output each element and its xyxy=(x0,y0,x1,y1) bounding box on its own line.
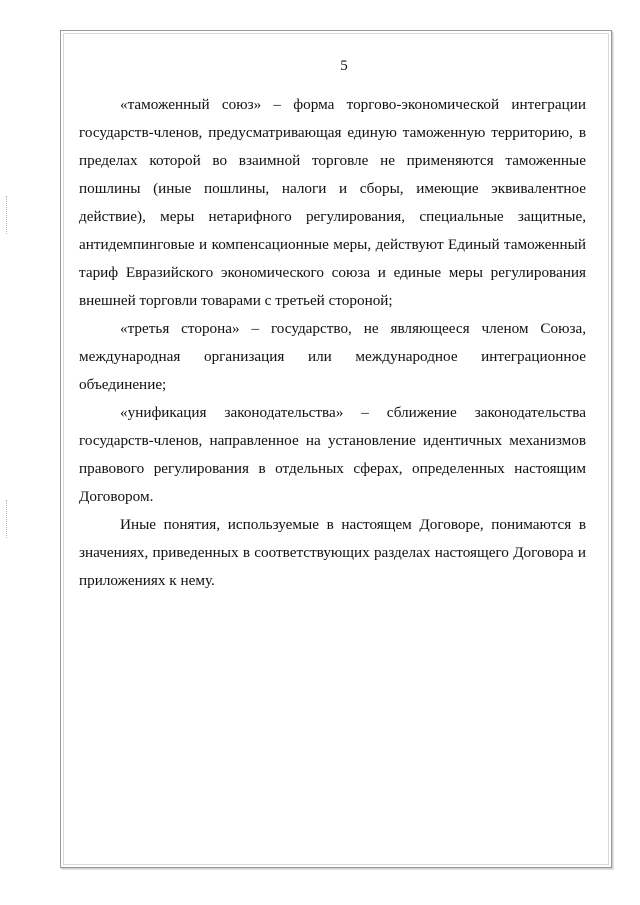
page-number: 5 xyxy=(340,58,348,74)
paragraph-other-terms: Иные понятия, используемые в настоящем Договоре, понимаются в значениях, приведенных в соответствующих разделах настоящего Договора и приложениях к нему. xyxy=(79,516,586,589)
scan-margin-mark xyxy=(6,196,9,234)
paragraph-third-party: «третья сторона» – государство, не являющееся членом Союза, международная организация или международное интеграционное объединение; xyxy=(79,320,586,393)
paragraph-unification: «унификация законодательства» – сближение законодательства государств-членов, направленное на установление идентичных механизмов правового регулирования в отдельных сферах, определенных настоящим Договором. xyxy=(79,404,586,505)
paragraph-customs-union: «таможенный союз» – форма торгово-экономической интеграции государств-членов, предусматривающая единую таможенную территорию, в пределах которой во взаимной торговле не применяются таможенные пошлины (иные пошлины, налоги и сборы, имеющие эквивалентное действие), меры нетарифного регулирования, специальные защитные, антидемпинговые и компенсационные меры, действуют Единый таможенный тариф Евразийского экономического союза и единые меры регулирования внешней торговли товарами с третьей стороной; xyxy=(79,96,586,309)
scan-margin-mark xyxy=(6,500,9,538)
document-body xyxy=(79,91,586,595)
